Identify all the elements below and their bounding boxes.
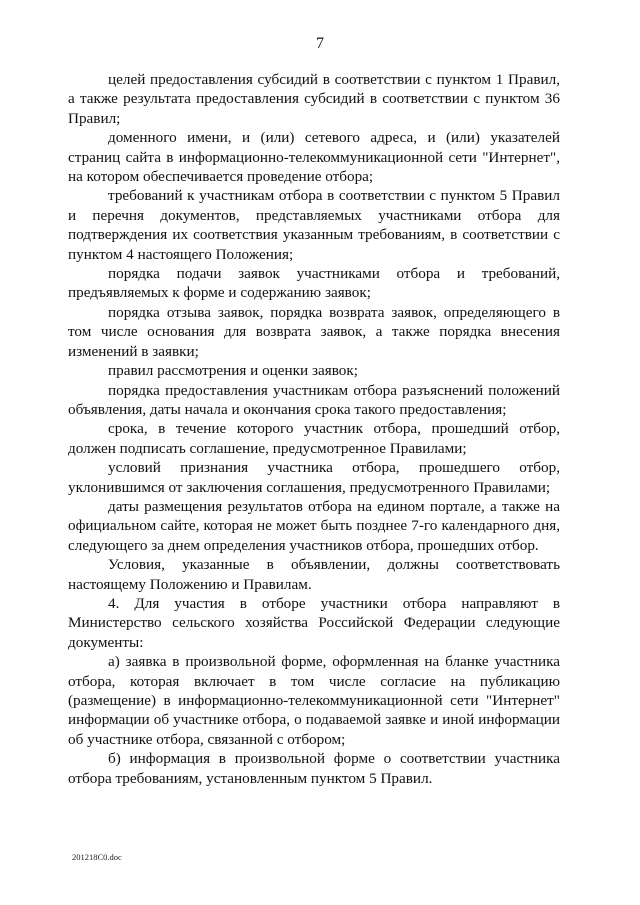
file-name-footer: 201218C0.doc xyxy=(72,852,122,862)
paragraph-participant-requirements: требований к участникам отбора в соответствии с пунктом 5 Правил и перечня документов, представляемых участниками отбора для подтверждения их соответствия указанным требованиям, в соответствии с пунктом 4 настоящего Положения; xyxy=(68,187,560,263)
page-number: 7 xyxy=(316,35,324,52)
paragraph-subsidy-goals: целей предоставления субсидий в соответствии с пунктом 1 Правил, а также результата предоставления субсидий в соответствии с пунктом 36 Правил; xyxy=(68,71,560,127)
paragraph-review-rules: правил рассмотрения и оценки заявок; xyxy=(108,362,358,380)
paragraph-results-publication: даты размещения результатов отбора на едином портале, а также на официальном сайте, которая не может быть позднее 7-го календарного дня, следующего за днем определения участников отбора, прошедших отбор. xyxy=(68,497,560,554)
paragraph-evasion-conditions: условий признания участника отбора, прошедшего отбор, уклонившимся от заключения соглашения, предусмотренного Правилами; xyxy=(68,459,560,496)
paragraph-item-a: а) заявка в произвольной форме, оформленная на бланке участника отбора, которая включает в том числе согласие на публикацию (размещение) в информационно-телекоммуникационной сети "Интернет" информации об участнике отбора, о подаваемой заявке и иной информации об участнике отбора, связанной с отбором; xyxy=(68,653,560,748)
document-body xyxy=(68,70,560,788)
paragraph-application-procedure: порядка подачи заявок участниками отбора и требований, предъявляемых к форме и содержанию заявок; xyxy=(68,265,560,302)
paragraph-item-b: б) информация в произвольной форме о соответствии участника отбора требованиям, установленным пунктом 5 Правил. xyxy=(68,750,560,787)
paragraph-section-4: 4. Для участия в отборе участники отбора направляют в Министерство сельского хозяйства Российской Федерации следующие документы: xyxy=(68,594,560,651)
paragraph-domain-name: доменного имени, и (или) сетевого адреса, и (или) указателей страниц сайта в информационно-телекоммуникационной сети "Интернет", на котором обеспечивается проведение отбора; xyxy=(68,129,560,186)
paragraph-application-withdrawal: порядка отзыва заявок, порядка возврата заявок, определяющего в том числе основания для возврата заявок, а также порядка внесения изменений в заявки; xyxy=(68,303,560,360)
paragraph-clarifications: порядка предоставления участникам отбора разъяснений положений объявления, даты начала и окончания срока такого предоставления; xyxy=(68,381,560,418)
paragraph-announcement-conditions: Условия, указанные в объявлении, должны соответствовать настоящему Положению и Правилам. xyxy=(68,556,560,593)
paragraph-agreement-deadline: срока, в течение которого участник отбора, прошедший отбор, должен подписать соглашение, предусмотренное Правилами; xyxy=(68,420,560,457)
